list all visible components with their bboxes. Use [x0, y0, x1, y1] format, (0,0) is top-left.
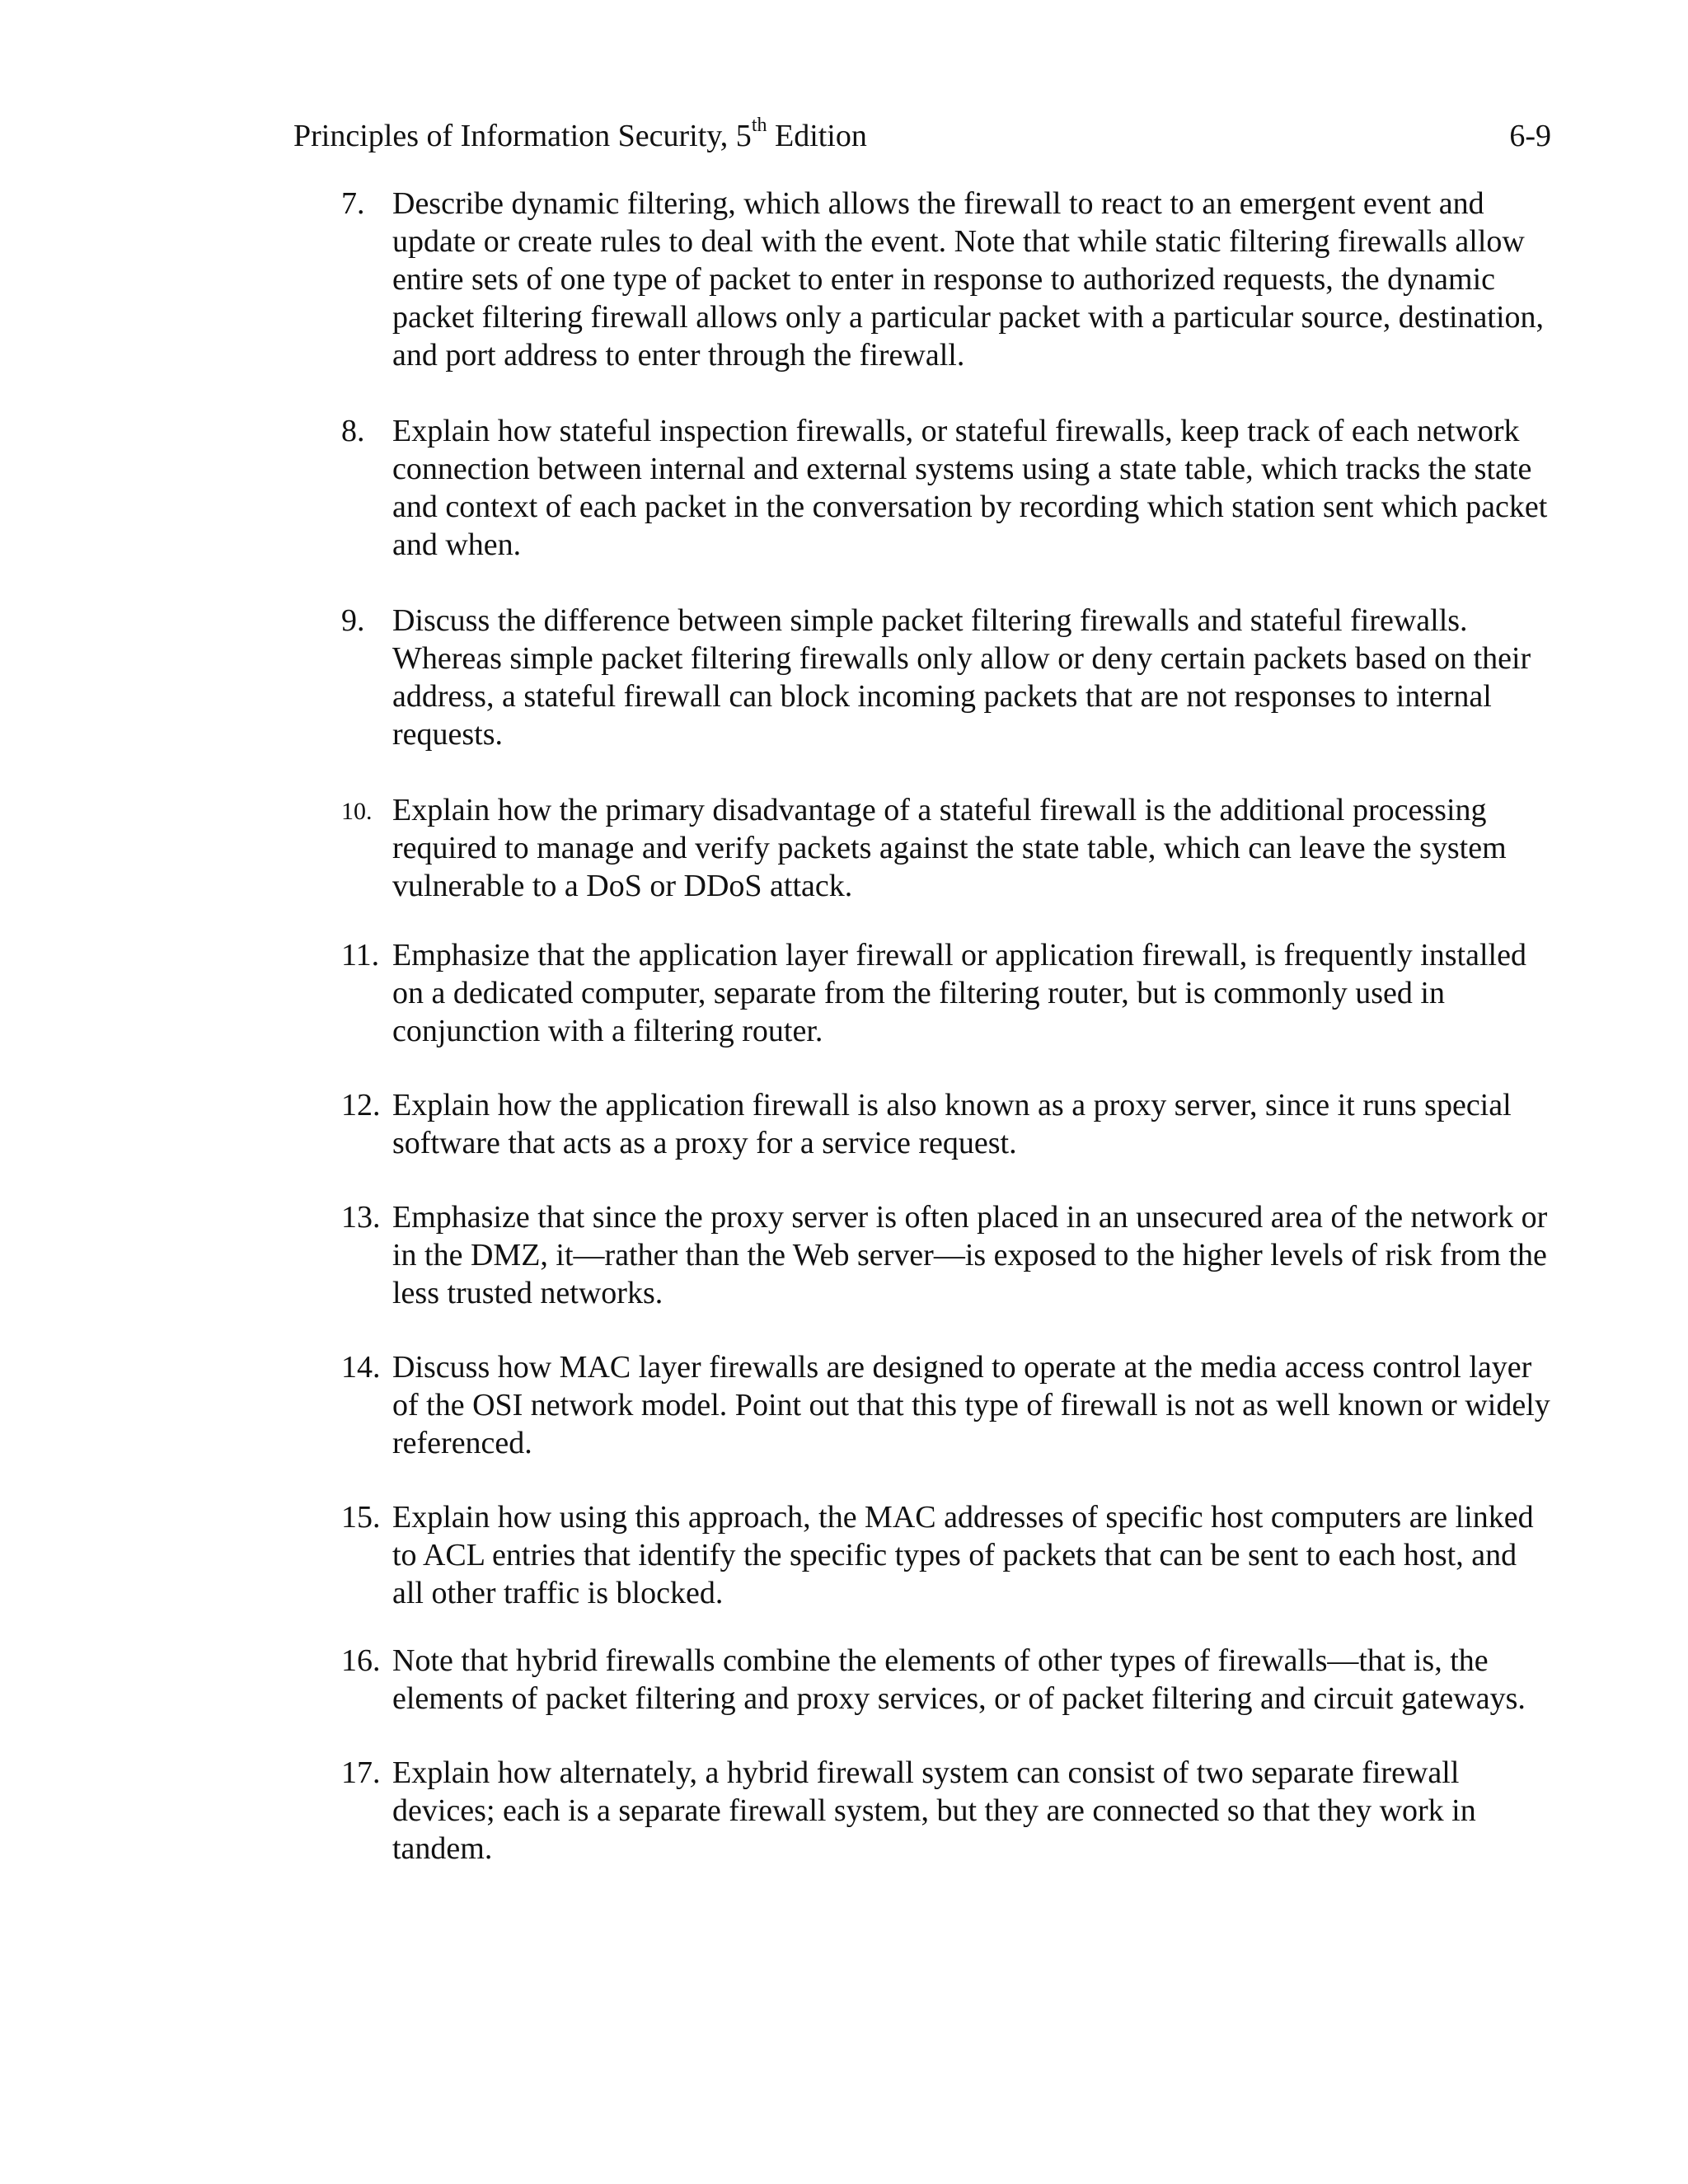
- numbered-list: [341, 185, 1553, 1868]
- book-title-suffix: Edition: [767, 119, 867, 153]
- list-item: [341, 412, 1553, 564]
- list-item: [341, 185, 1553, 374]
- list-item-text: Emphasize that since the proxy server is often placed in an unsecured area of the network or in the DMZ, it—rather than the Web server—is exposed to the higher levels of risk from the less trusted networks.: [392, 1200, 1548, 1310]
- list-item: [341, 602, 1553, 753]
- list-item: [341, 936, 1553, 1050]
- list-item-number: 11.: [341, 938, 380, 972]
- list-item: [341, 1642, 1553, 1718]
- list-item-text: Discuss the difference between simple packet filtering firewalls and stateful firewalls. Whereas simple packet filtering firewalls only allow or deny certain packets based on their address, a stateful firewall can block incoming packets that are not responses to internal requests.: [392, 603, 1531, 752]
- list-item-number: 8.: [341, 414, 365, 448]
- list-item-number: 7.: [341, 186, 365, 221]
- list-item-text: Explain how alternately, a hybrid firewall system can consist of two separate firewall devices; each is a separate firewall system, but they are connected so that they work in tandem.: [392, 1755, 1476, 1866]
- list-item-number: 13.: [341, 1200, 381, 1235]
- list-item-text: Describe dynamic filtering, which allows the firewall to react to an emergent event and update or create rules to deal with the event. Note that while static filtering firewalls allow entire sets of one type of packet to enter in response to authorized requests, the dynamic packet filtering firewall allows only a particular packet with a particular source, destination, and port address to enter through the firewall.: [392, 186, 1545, 373]
- list-item-text: Explain how using this approach, the MAC addresses of specific host computers are linked to ACL entries that identify the specific types of packets that can be sent to each host, and all other traffic is blocked.: [392, 1500, 1534, 1610]
- list-item: [341, 791, 1553, 905]
- book-title-prefix: Principles of Information Security, 5: [293, 119, 752, 153]
- list-item-text: Discuss how MAC layer firewalls are designed to operate at the media access control layer of the OSI network model. Point out that this type of firewall is not as well known or widely referenced.: [392, 1350, 1550, 1460]
- list-item: [341, 1198, 1553, 1312]
- list-item-number: 14.: [341, 1350, 381, 1385]
- list-item-number: 15.: [341, 1500, 381, 1535]
- list-item-text: Note that hybrid firewalls combine the elements of other types of firewalls—that is, the elements of packet filtering and proxy services, or of packet filtering and circuit gateways.: [392, 1643, 1526, 1716]
- page-header: [293, 115, 1551, 157]
- list-item-text: Explain how the application firewall is also known as a proxy server, since it runs special software that acts as a proxy for a service request.: [392, 1088, 1512, 1160]
- list-item: [341, 1348, 1553, 1462]
- book-title: [293, 115, 867, 157]
- list-item-text: Explain how stateful inspection firewalls, or stateful firewalls, keep track of each network connection between internal and external systems using a state table, which tracks the state and context of each packet in the conversation by recording which station sent which packet and when.: [392, 414, 1548, 562]
- list-item: [341, 1086, 1553, 1162]
- list-item-text: Emphasize that the application layer firewall or application firewall, is frequently installed on a dedicated computer, separate from the filtering router, but is commonly used in conjunction with a filtering router.: [392, 938, 1526, 1048]
- list-item-number: 12.: [341, 1088, 381, 1122]
- list-item-number: 17.: [341, 1755, 381, 1790]
- book-title-superscript: th: [751, 115, 767, 137]
- list-item-number: 10.: [341, 798, 373, 825]
- list-item: [341, 1754, 1553, 1868]
- list-item-number: 16.: [341, 1643, 381, 1678]
- list-item-text: Explain how the primary disadvantage of a stateful firewall is the additional processing required to manage and verify packets against the state table, which can leave the system vulnerable to a DoS or DDoS attack.: [392, 793, 1507, 903]
- list-item-number: 9.: [341, 603, 365, 638]
- list-item: [341, 1498, 1553, 1612]
- page-number: 6-9: [1509, 119, 1551, 153]
